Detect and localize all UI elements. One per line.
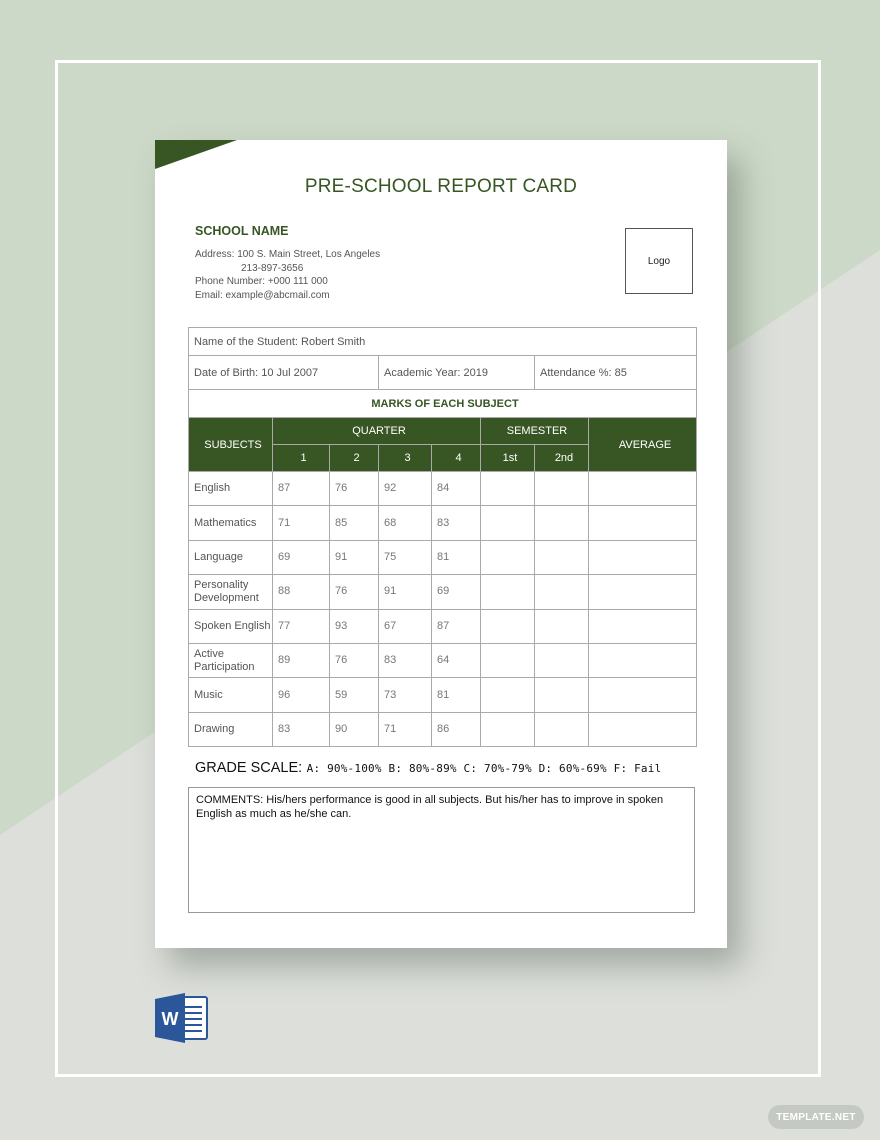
score-cell: 71 (379, 712, 432, 746)
score-cell: 83 (379, 643, 432, 677)
semester-1st-cell (481, 540, 535, 574)
header-semester-2nd: 2nd (535, 445, 589, 472)
table-row (189, 609, 697, 643)
score-cell: 87 (273, 472, 330, 506)
logo-label: Logo (647, 255, 671, 267)
table-row (189, 712, 697, 746)
grade-scale (195, 759, 661, 777)
semester-1st-cell (481, 712, 535, 746)
email-line: Email: example@abcmail.com (195, 289, 330, 301)
word-icon (155, 993, 209, 1043)
table-row (189, 643, 697, 677)
table-row (189, 540, 697, 574)
score-cell: 71 (273, 506, 330, 540)
comments-box: COMMENTS: His/hers performance is good in all subjects. But his/her has to improve in spoken English as much as he/she can. (188, 787, 695, 913)
attendance: Attendance %: 85 (535, 356, 697, 390)
subject-cell: English (189, 472, 273, 506)
score-cell: 90 (330, 712, 379, 746)
semester-2nd-cell (535, 678, 589, 712)
subject-cell: Language (189, 540, 273, 574)
corner-accent (155, 140, 245, 170)
score-cell: 76 (330, 472, 379, 506)
svg-text:W: W (161, 1009, 179, 1029)
semester-1st-cell (481, 575, 535, 609)
score-cell: 68 (379, 506, 432, 540)
score-cell: 69 (432, 575, 481, 609)
report-card-page (155, 140, 727, 948)
template-net-watermark: TEMPLATE.NET (768, 1105, 864, 1129)
address-phone-line: 213-897-3656 (241, 262, 304, 274)
semester-2nd-cell (535, 643, 589, 677)
table-row (189, 575, 697, 609)
table-row (189, 678, 697, 712)
subject-cell: Personality Development (189, 575, 273, 609)
phone-line: Phone Number: +000 111 000 (195, 276, 328, 287)
semester-1st-cell (481, 678, 535, 712)
school-contact (195, 248, 380, 302)
semester-2nd-cell (535, 575, 589, 609)
header-subjects: SUBJECTS (189, 418, 273, 472)
semester-1st-cell (481, 506, 535, 540)
semester-2nd-cell (535, 712, 589, 746)
logo-placeholder (625, 228, 693, 294)
score-cell: 87 (432, 609, 481, 643)
header-semester: SEMESTER (481, 418, 589, 445)
semester-1st-cell (481, 643, 535, 677)
average-cell (589, 678, 697, 712)
score-cell: 75 (379, 540, 432, 574)
table-row (189, 506, 697, 540)
header-average: AVERAGE (589, 418, 697, 472)
score-cell: 85 (330, 506, 379, 540)
header-q4: 4 (432, 445, 481, 472)
header-q2: 2 (330, 445, 379, 472)
semester-2nd-cell (535, 609, 589, 643)
semester-1st-cell (481, 609, 535, 643)
semester-2nd-cell (535, 540, 589, 574)
score-cell: 81 (432, 678, 481, 712)
average-cell (589, 575, 697, 609)
score-cell: 59 (330, 678, 379, 712)
student-name: Name of the Student: Robert Smith (189, 328, 697, 356)
score-cell: 93 (330, 609, 379, 643)
header-q1: 1 (273, 445, 330, 472)
score-cell: 92 (379, 472, 432, 506)
average-cell (589, 472, 697, 506)
score-cell: 84 (432, 472, 481, 506)
score-cell: 83 (432, 506, 481, 540)
table-row (189, 472, 697, 506)
subject-cell: Active Participation (189, 643, 273, 677)
semester-2nd-cell (535, 506, 589, 540)
academic-year: Academic Year: 2019 (379, 356, 535, 390)
average-cell (589, 506, 697, 540)
subject-cell: Drawing (189, 712, 273, 746)
score-cell: 86 (432, 712, 481, 746)
score-cell: 76 (330, 643, 379, 677)
average-cell (589, 712, 697, 746)
score-cell: 64 (432, 643, 481, 677)
header-semester-1st: 1st (481, 445, 535, 472)
school-name: SCHOOL NAME (195, 224, 289, 238)
score-cell: 88 (273, 575, 330, 609)
score-cell: 83 (273, 712, 330, 746)
header-quarter: QUARTER (273, 418, 481, 445)
score-cell: 96 (273, 678, 330, 712)
page-title: PRE-SCHOOL REPORT CARD (304, 176, 578, 197)
score-cell: 69 (273, 540, 330, 574)
average-cell (589, 643, 697, 677)
header-q3: 3 (379, 445, 432, 472)
average-cell (589, 540, 697, 574)
subject-cell: Music (189, 678, 273, 712)
grade-scale-title: GRADE SCALE: (195, 760, 303, 776)
address-line: Address: 100 S. Main Street, Los Angeles (195, 249, 381, 260)
average-cell (589, 609, 697, 643)
subject-cell: Mathematics (189, 506, 273, 540)
subject-cell: Spoken English (189, 609, 273, 643)
semester-2nd-cell (535, 472, 589, 506)
report-table (188, 327, 697, 747)
score-cell: 89 (273, 643, 330, 677)
marks-section-title: MARKS OF EACH SUBJECT (189, 390, 697, 418)
score-cell: 77 (273, 609, 330, 643)
score-cell: 73 (379, 678, 432, 712)
date-of-birth: Date of Birth: 10 Jul 2007 (189, 356, 379, 390)
score-cell: 91 (330, 540, 379, 574)
score-cell: 91 (379, 575, 432, 609)
score-cell: 67 (379, 609, 432, 643)
score-cell: 81 (432, 540, 481, 574)
grade-scale-items: A: 90%-100% B: 80%-89% C: 70%-79% D: 60%-69% F: Fail (306, 762, 662, 775)
semester-1st-cell (481, 472, 535, 506)
score-cell: 76 (330, 575, 379, 609)
